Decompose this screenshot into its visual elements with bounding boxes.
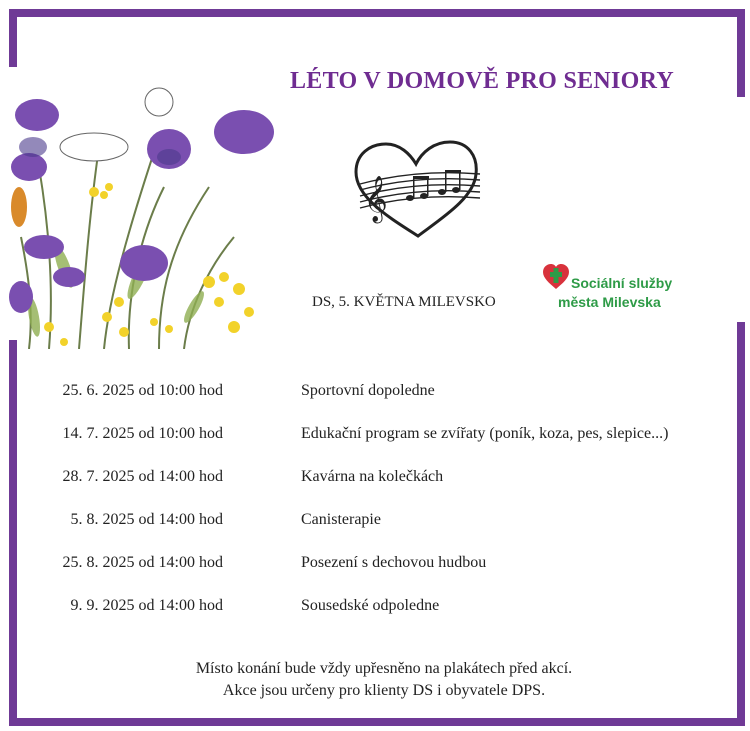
event-date: 5. 8. 2025 od 14:00 hod	[70, 511, 223, 528]
event-name: Sportovní dopoledne	[301, 382, 435, 399]
location-label: DS, 5. KVĚTNA MILEVSKO	[312, 294, 496, 310]
event-row	[0, 554, 750, 578]
event-row	[0, 511, 750, 535]
wildflowers-illustration	[9, 67, 281, 349]
event-name: Kavárna na kolečkách	[301, 468, 444, 485]
event-date: 25. 8. 2025 od 14:00 hod	[62, 554, 223, 571]
frame-right-border-top	[737, 9, 745, 97]
page-title: LÉTO V DOMOVĚ PRO SENIORY	[290, 68, 675, 94]
event-row	[0, 382, 750, 406]
svg-text:𝄞: 𝄞	[364, 176, 388, 222]
organization-name-line1: Sociální služby	[571, 275, 673, 291]
footer-note-venue: Místo konání bude vždy upřesněno na plakátech před akcí.	[195, 660, 573, 677]
event-date: 14. 7. 2025 od 10:00 hod	[62, 425, 223, 442]
event-date: 28. 7. 2025 od 14:00 hod	[62, 468, 223, 485]
heart-cross-icon	[541, 263, 571, 291]
footer-note-audience: Akce jsou určeny pro klienty DS i obyvatele DPS.	[222, 682, 546, 699]
event-row	[0, 425, 750, 449]
frame-bottom-border	[9, 718, 745, 726]
frame-top-border	[9, 9, 745, 17]
event-row	[0, 597, 750, 621]
event-name: Sousedské odpoledne	[301, 597, 440, 614]
event-name: Edukační program se zvířaty (poník, koza, pes, slepice...)	[301, 425, 669, 442]
organization-logo	[541, 263, 681, 313]
heart-music-notes-icon	[350, 140, 482, 240]
event-row	[0, 468, 750, 492]
event-date: 25. 6. 2025 od 10:00 hod	[62, 382, 223, 399]
event-name: Canisterapie	[301, 511, 381, 528]
event-name: Posezení s dechovou hudbou	[301, 554, 487, 571]
organization-name-line2: města Milevska	[558, 294, 661, 310]
frame-left-border-top	[9, 9, 17, 67]
event-date: 9. 9. 2025 od 14:00 hod	[70, 597, 223, 614]
